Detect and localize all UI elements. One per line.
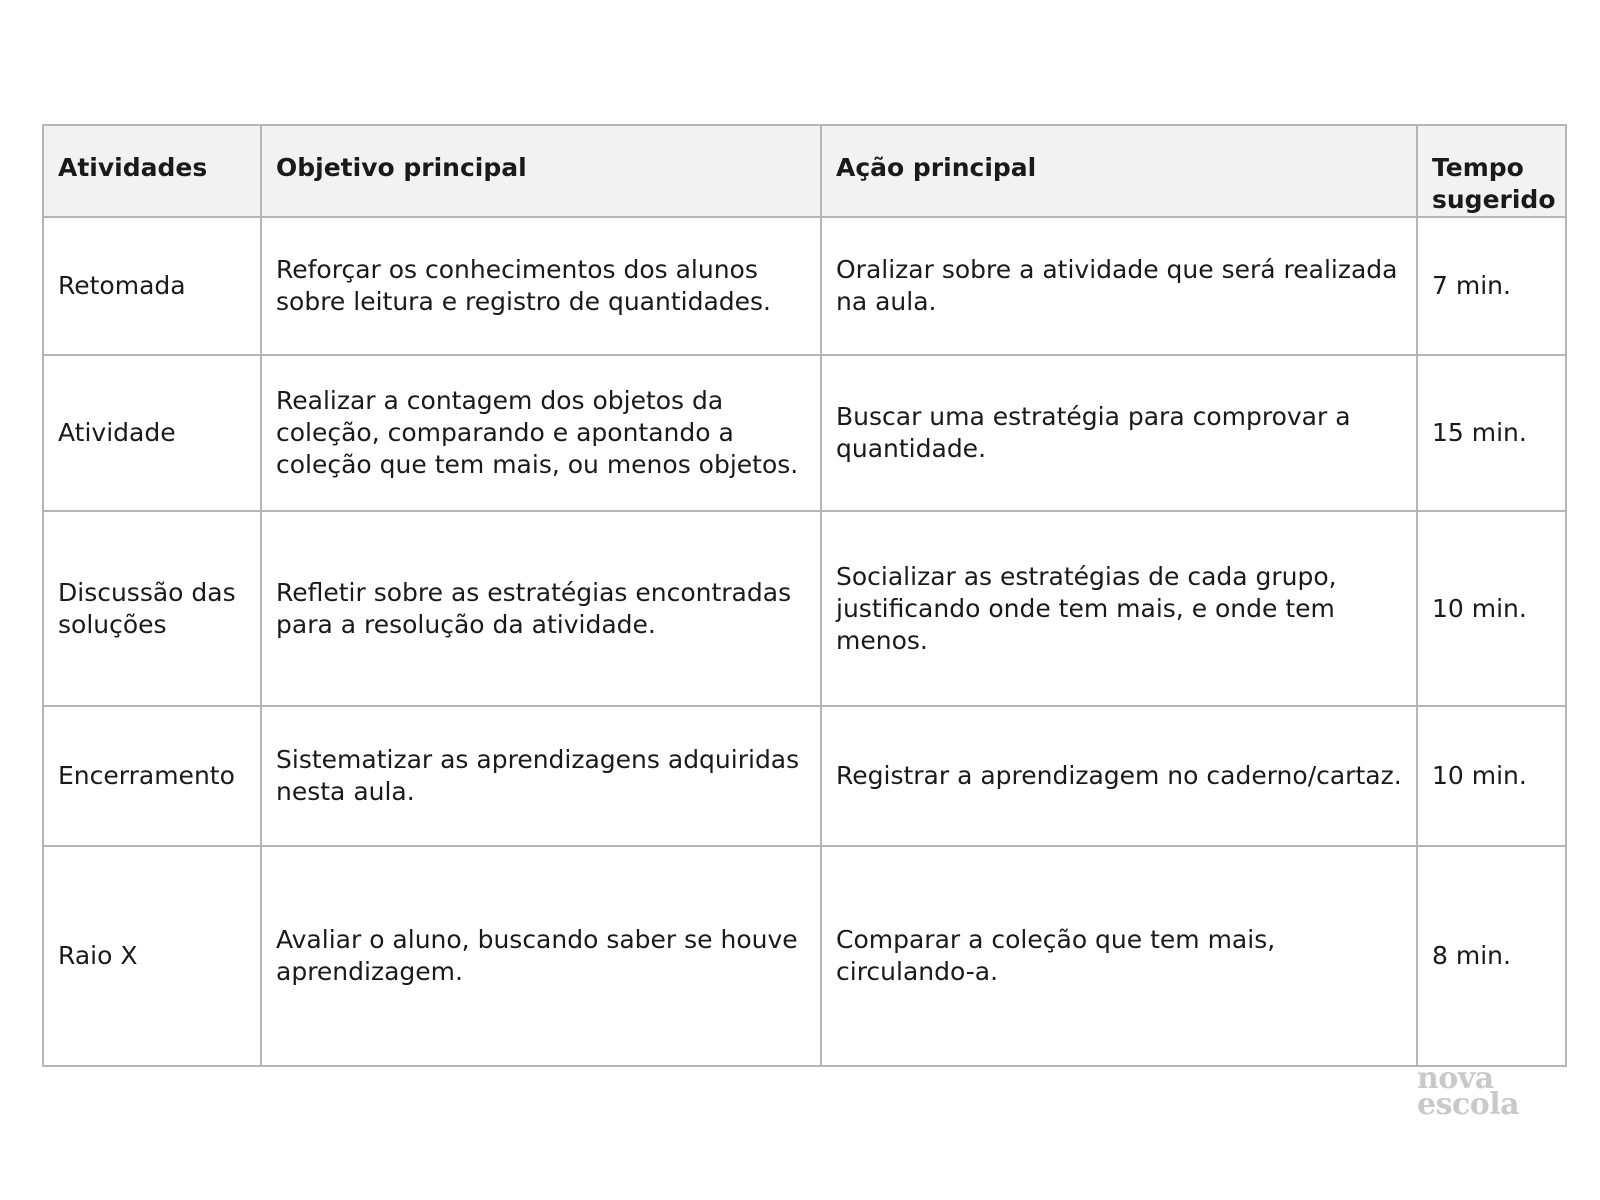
header-objetivo: Objetivo principal [261,125,821,217]
cell-time: 8 min. [1417,846,1566,1066]
cell-objective: Reforçar os conhecimentos dos alunos sobre leitura e registro de quantidades. [261,217,821,355]
cell-activity: Retomada [43,217,261,355]
cell-objective: Avaliar o aluno, buscando saber se houve aprendizagem. [261,846,821,1066]
cell-time: 15 min. [1417,355,1566,511]
logo-line-nova: nova [1417,1061,1494,1096]
cell-action: Comparar a coleção que tem mais, circulando-a. [821,846,1417,1066]
cell-objective: Realizar a contagem dos objetos da coleção, comparando e apontando a coleção que tem mais, ou menos objetos. [261,355,821,511]
cell-action: Registrar a aprendizagem no caderno/cartaz. [821,706,1417,846]
cell-activity: Discussão das soluções [43,511,261,706]
cell-action: Buscar uma estratégia para comprovar a quantidade. [821,355,1417,511]
header-atividades: Atividades [43,125,261,217]
nova-escola-logo [1417,1061,1547,1122]
cell-activity: Atividade [43,355,261,511]
logo-line-escola: escola [1417,1087,1520,1122]
table-row [43,217,1566,355]
cell-activity: Encerramento [43,706,261,846]
table-row [43,846,1566,1066]
cell-activity: Raio X [43,846,261,1066]
table-body [43,217,1566,1066]
cell-time: 10 min. [1417,511,1566,706]
cell-time: 10 min. [1417,706,1566,846]
cell-objective: Sistematizar as aprendizagens adquiridas nesta aula. [261,706,821,846]
cell-action: Socializar as estratégias de cada grupo, justificando onde tem mais, e onde tem menos. [821,511,1417,706]
header-row [43,125,1566,217]
lesson-plan-table [42,124,1567,1067]
header-acao: Ação principal [821,125,1417,217]
table-row [43,706,1566,846]
table-row [43,511,1566,706]
header-tempo: Tempo sugerido [1417,125,1566,217]
cell-objective: Refletir sobre as estratégias encontradas para a resolução da atividade. [261,511,821,706]
cell-action: Oralizar sobre a atividade que será realizada na aula. [821,217,1417,355]
table-header [43,125,1566,217]
cell-time: 7 min. [1417,217,1566,355]
table-row [43,355,1566,511]
